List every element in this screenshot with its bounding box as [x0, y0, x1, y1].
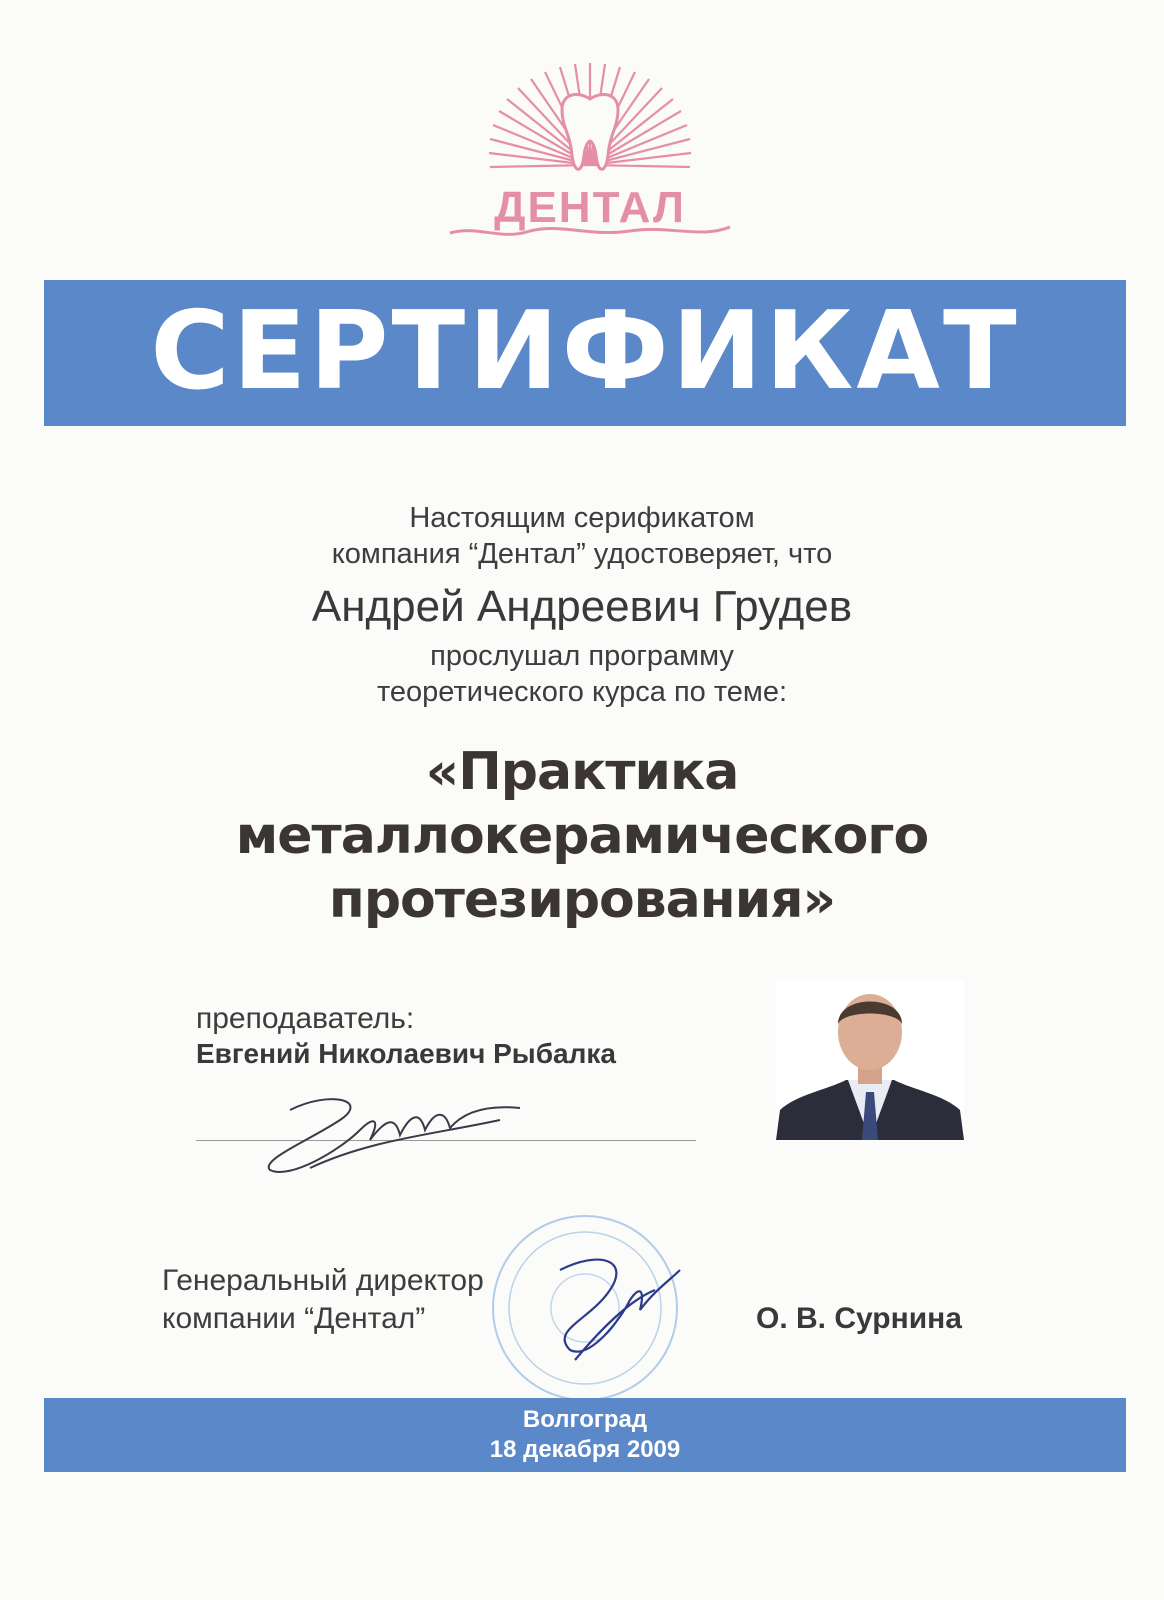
- footer-banner: [44, 1398, 1126, 1472]
- title-banner: [44, 280, 1126, 426]
- certificate-title: СЕРТИФИКАТ: [150, 289, 1020, 414]
- director-title: [162, 1262, 484, 1338]
- topic-line-1: «Практика: [425, 742, 739, 802]
- topic-line-3: протезирования»: [328, 870, 836, 930]
- intro-line-1: Настоящим серификатом: [409, 502, 755, 534]
- company-logo: [440, 55, 740, 255]
- director-line-1: Генеральный директор: [162, 1264, 484, 1297]
- intro-line-2: компания “Дентал” удостоверяет, что: [331, 538, 833, 570]
- footer-date: 18 декабря 2009: [489, 1436, 681, 1463]
- teacher-signature: [250, 1080, 550, 1190]
- program-text: [0, 638, 1164, 710]
- portrait-image: [776, 980, 964, 1140]
- program-line-1: прослушал программу: [430, 640, 734, 672]
- program-line-2: теоретического курса по теме:: [376, 676, 788, 708]
- logo-text: ДЕНТАЛ: [494, 183, 686, 232]
- footer-city: Волгоград: [522, 1406, 648, 1433]
- recipient-name: Андрей Андреевич Грудев: [311, 582, 853, 631]
- topic-line-2: металлокерамического: [235, 806, 929, 866]
- director-line-2: компании “Дентал”: [162, 1302, 426, 1335]
- teacher-name: Евгений Николаевич Рыбалка: [196, 1038, 616, 1069]
- director-name: О. В. Сурнина: [756, 1302, 962, 1335]
- course-topic: [0, 740, 1164, 932]
- intro-text: [0, 500, 1164, 572]
- company-stamp: [480, 1210, 700, 1410]
- teacher-photo: [776, 980, 964, 1140]
- teacher-label: преподаватель:: [196, 1002, 415, 1035]
